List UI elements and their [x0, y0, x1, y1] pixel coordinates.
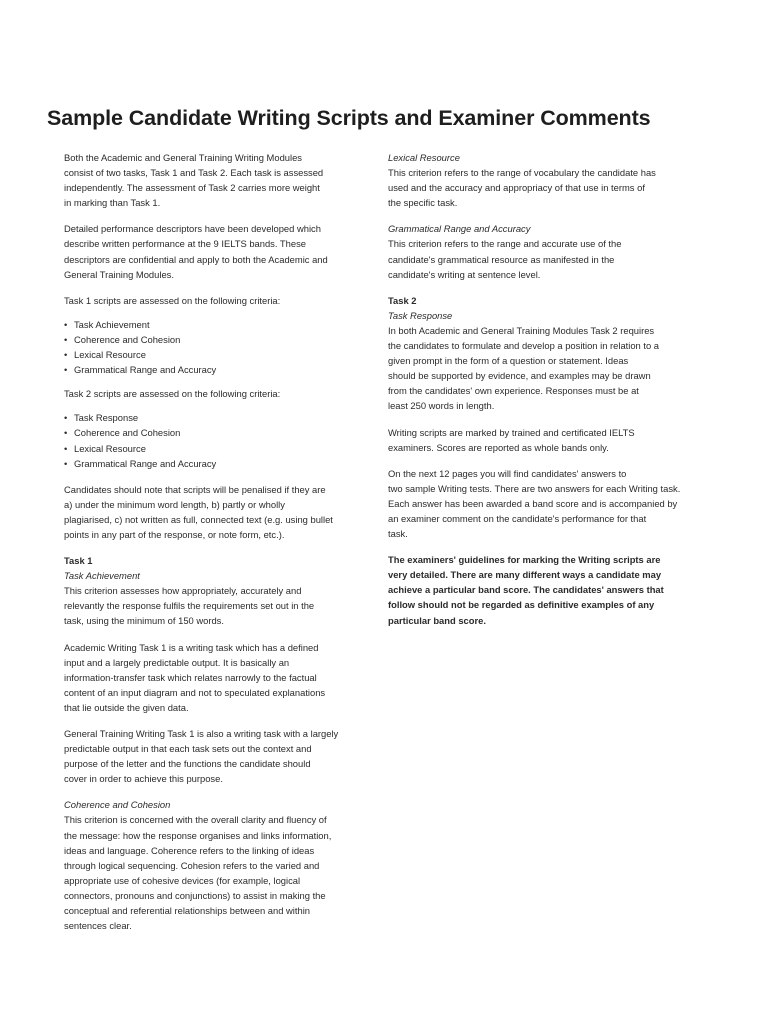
list-item: • Lexical Resource — [64, 349, 146, 361]
text-line: General Training Modules. — [64, 268, 174, 280]
text-line: This criterion refers to the range of vocabulary the candidate has — [388, 167, 656, 179]
task1-heading: Task 1 — [64, 555, 93, 567]
task1-criteria-list — [64, 317, 364, 377]
page-title: Sample Candidate Writing Scripts and Examiner Comments — [47, 106, 651, 130]
text-line: Candidates should note that scripts will be penalised if they are — [64, 483, 326, 495]
text-line: input and a largely predictable output. It is basically an — [64, 656, 290, 668]
text-line: the message: how the response organises and links information, — [64, 829, 332, 841]
text-line: relevantly the response fulfils the requirements set out in the — [64, 600, 315, 612]
lexical-heading: Lexical Resource — [388, 152, 460, 163]
list-item: • Coherence and Cohesion — [64, 427, 181, 439]
list-item: • Grammatical Range and Accuracy — [64, 364, 217, 376]
text-line: descriptors are confidential and apply to both the Academic and — [64, 253, 328, 265]
text-line: task. — [388, 528, 408, 540]
text-line: task, using the minimum of 150 words. — [64, 615, 224, 627]
text-line: independently. The assessment of Task 2 carries more weight — [64, 182, 320, 194]
task-response-paragraph — [388, 323, 688, 414]
text-line: consist of two tasks, Task 1 and Task 2. Each task is assessed — [64, 167, 324, 179]
text-line: least 250 words in length. — [388, 400, 495, 412]
task-achievement-paragraph — [64, 583, 364, 628]
text-line: points in any part of the response, or note form, etc.). — [64, 528, 285, 540]
task-response-heading: Task Response — [388, 309, 453, 321]
text-line: connectors, pronouns and conjunctions) to assist in making the — [64, 889, 326, 901]
text-line: follow should not be regarded as definitive examples of any — [388, 599, 655, 611]
descriptors-paragraph — [64, 221, 364, 281]
text-line: conceptual and referential relationships between and within — [64, 905, 310, 917]
text-line: This criterion is concerned with the overall clarity and fluency of — [64, 814, 327, 826]
task1-criteria-intro: Task 1 scripts are assessed on the following criteria: — [64, 294, 281, 306]
text-line: information-transfer task which relates narrowly to the factual — [64, 671, 317, 683]
text-line: the specific task. — [388, 197, 458, 209]
text-line: examiners. Scores are reported as whole bands only. — [388, 441, 609, 453]
text-line: On the next 12 pages you will find candidates' answers to — [388, 467, 627, 479]
text-line: achieve a particular band score. The candidates' answers that — [388, 584, 664, 596]
text-line: This criterion assesses how appropriately, accurately and — [64, 585, 302, 597]
text-line: content of an input diagram and not to speculated explanations — [64, 686, 326, 698]
text-line: In both Academic and General Training Modules Task 2 requires — [388, 324, 655, 336]
text-line: candidate's writing at sentence level. — [388, 268, 541, 280]
text-line: sentences clear. — [64, 920, 132, 932]
lexical-paragraph — [388, 165, 688, 210]
text-line: from the candidates' own experience. Responses must be at — [388, 385, 639, 397]
coherence-paragraph — [64, 812, 364, 933]
academic-task1-paragraph — [64, 640, 364, 715]
text-line: through logical sequencing. Cohesion refers to the varied and — [64, 859, 320, 871]
list-item: • Task Response — [64, 412, 139, 424]
text-line: General Training Writing Task 1 is also a writing task with a largely — [64, 728, 339, 739]
marking-paragraph — [388, 425, 688, 455]
text-line: used and the accuracy and appropriacy of that use in terms of — [388, 182, 645, 194]
text-line: two sample Writing tests. There are two answers for each Writing task. — [388, 482, 681, 494]
list-item: • Task Achievement — [64, 318, 150, 330]
text-line: candidate's grammatical resource as manifested in the — [388, 253, 615, 265]
list-item: • Lexical Resource — [64, 442, 146, 454]
next-pages-paragraph — [388, 466, 688, 541]
text-line: Academic Writing Task 1 is a writing task which has a defined — [64, 641, 319, 653]
text-line: given prompt in the form of a question or statement. Ideas — [388, 355, 629, 367]
text-line: a) under the minimum word length, b) partly or wholly — [64, 498, 285, 510]
text-line: predictable output in that each task sets out the context and — [64, 743, 312, 755]
text-line: very detailed. There are many different ways a candidate may — [388, 569, 662, 581]
text-line: cover in order to achieve this purpose. — [64, 773, 223, 785]
text-line: ideas and language. Coherence refers to the linking of ideas — [64, 844, 315, 856]
task2-heading: Task 2 — [388, 294, 417, 306]
text-line: in marking than Task 1. — [64, 197, 161, 209]
task-achievement-heading: Task Achievement — [64, 570, 140, 582]
text-line: the candidates to formulate and develop a position in relation to a — [388, 340, 660, 352]
right-column — [388, 150, 688, 628]
intro-paragraph — [64, 150, 364, 210]
text-line: Detailed performance descriptors have been developed which — [64, 223, 321, 235]
general-task1-paragraph — [64, 726, 364, 786]
list-item: • Coherence and Cohesion — [64, 333, 181, 345]
coherence-heading: Coherence and Cohesion — [64, 799, 171, 811]
grammar-paragraph — [388, 236, 688, 281]
text-line: should be supported by evidence, and examples may be drawn — [388, 370, 651, 382]
text-line: Writing scripts are marked by trained and certificated IELTS — [388, 426, 635, 438]
text-line: Both the Academic and General Training Writing Modules — [64, 152, 302, 163]
grammar-heading: Grammatical Range and Accuracy — [388, 223, 531, 235]
text-line: The examiners' guidelines for marking the Writing scripts are — [388, 554, 661, 566]
text-line: an examiner comment on the candidate's performance for that — [388, 512, 647, 524]
penalty-paragraph — [64, 482, 364, 542]
text-line: particular band score. — [388, 614, 486, 626]
text-line: describe written performance at the 9 IELTS bands. These — [64, 238, 306, 250]
list-item: • Grammatical Range and Accuracy — [64, 457, 217, 469]
text-line: Each answer has been awarded a band score and is accompanied by — [388, 497, 678, 509]
guidelines-note — [388, 552, 688, 627]
text-line: purpose of the letter and the functions the candidate should — [64, 758, 311, 770]
text-line: that lie outside the given data. — [64, 701, 189, 713]
text-line: This criterion refers to the range and accurate use of the — [388, 238, 622, 250]
text-line: appropriate use of cohesive devices (for example, logical — [64, 874, 301, 886]
left-column — [64, 150, 364, 933]
task2-criteria-intro: Task 2 scripts are assessed on the following criteria: — [64, 388, 281, 400]
text-line: plagiarised, c) not written as full, connected text (e.g. using bullet — [64, 513, 333, 525]
task2-criteria-list — [64, 410, 364, 470]
